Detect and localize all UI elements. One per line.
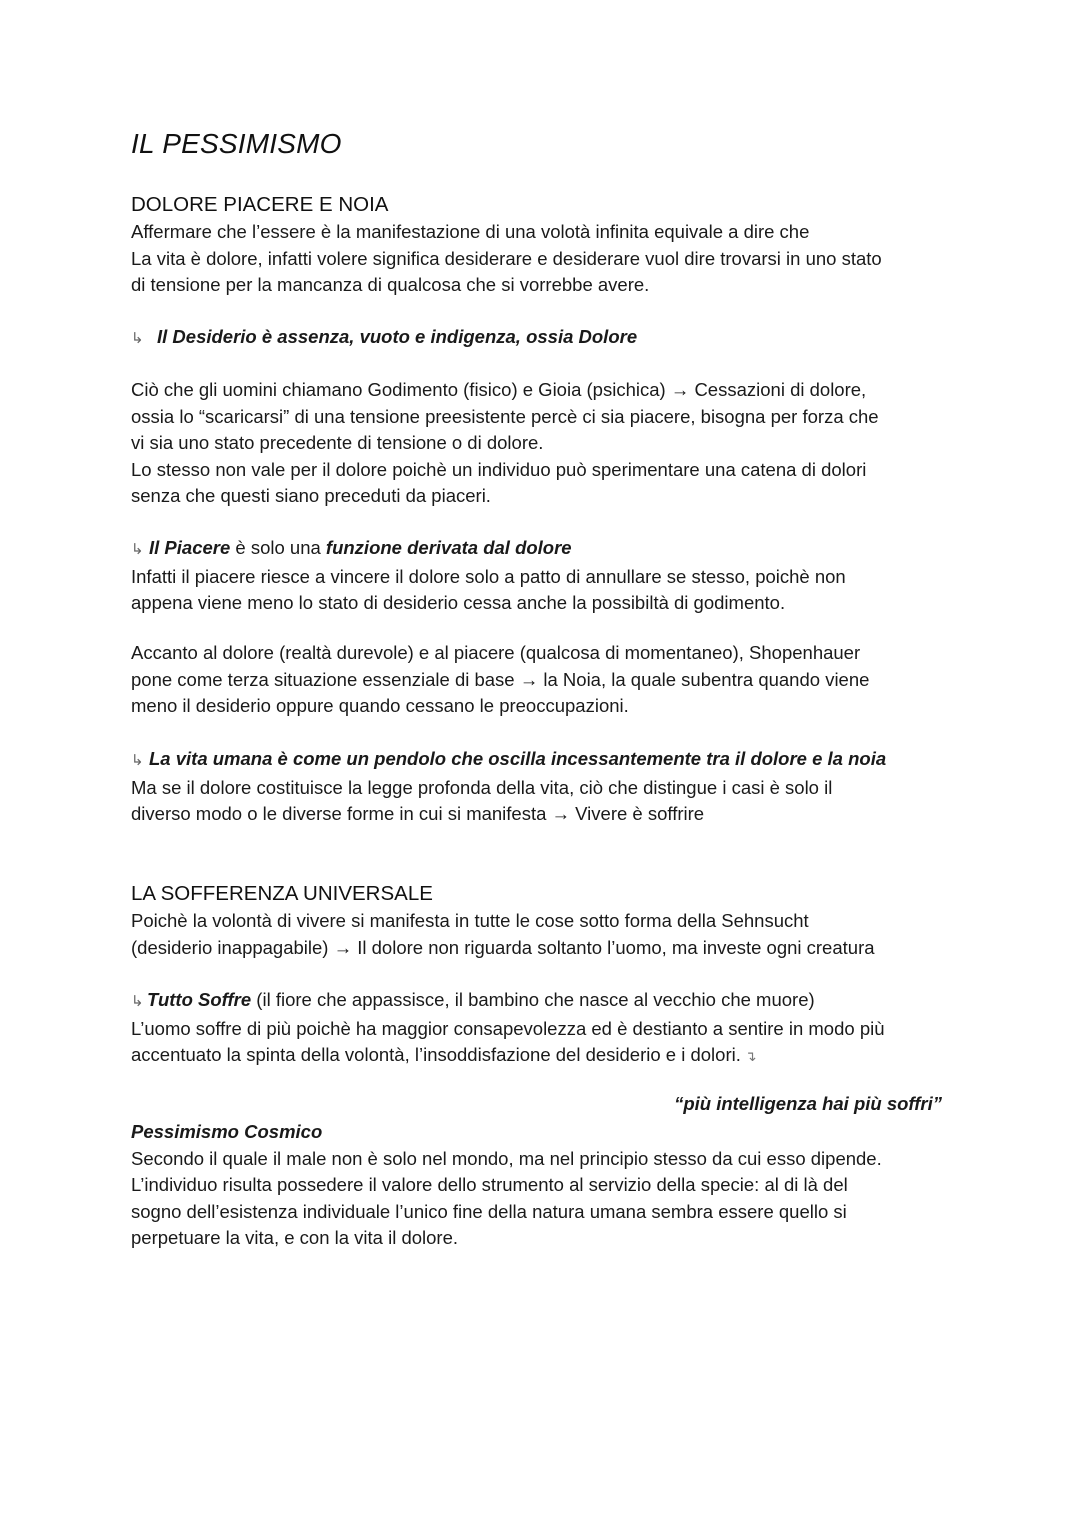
arrow-icon: ↳ — [131, 993, 144, 1010]
arrow-point-tutto-soffre — [131, 987, 885, 1070]
subheading: Pessimismo Cosmico — [131, 1121, 323, 1142]
paragraph-intro — [131, 219, 882, 299]
emphasis-text: Il Piacere — [149, 537, 231, 558]
arrow-icon: ↳ — [131, 330, 144, 347]
text-line: diverso modo o le diverse forme in cui si manifesta → Vivere è soffrire — [131, 803, 705, 824]
text-line: di tensione per la mancanza di qualcosa che si vorrebbe avere. — [131, 274, 650, 295]
text-line: Accanto al dolore (realtà durevole) e al piacere (qualcosa di momentaneo), Shopenhauer — [131, 642, 861, 663]
text-line: (desiderio inappagabile) → Il dolore non riguarda soltanto l’uomo, ma investe ogni creatura — [131, 936, 875, 958]
text-line: perpetuare la vita, e con la vita il dolore. — [131, 1227, 459, 1248]
text-line: senza che questi siano preceduti da piaceri. — [131, 485, 491, 506]
arrow-point-pendolo — [131, 746, 886, 828]
section-heading-sofferenza: LA SOFFERENZA UNIVERSALE — [131, 882, 433, 905]
quote-text: “più intelligenza hai più soffri” — [674, 1093, 942, 1114]
text-line: accentuato la spinta della volontà, l’insoddisfazione del desiderio e i dolori. — [131, 1044, 741, 1065]
text-line: Affermare che l’essere è la manifestazione di una volotà infinita equivale a dire che — [131, 221, 810, 242]
text-line: appena viene meno lo stato di desiderio cessa anche la possibiltà di godimento. — [131, 592, 786, 613]
text-line: vi sia uno stato precedente di tensione o di dolore. — [131, 432, 544, 453]
paragraph-godimento — [131, 377, 879, 510]
arrow-point-desiderio — [131, 324, 637, 353]
emphasis-text: La vita umana è come un pendolo che oscilla incessantemente tra il dolore e la noia — [149, 748, 887, 769]
section-heading-dolore: DOLORE PIACERE E NOIA — [131, 193, 389, 216]
text-line: Infatti il piacere riesce a vincere il dolore solo a patto di annullare se stesso, poichè non — [131, 565, 846, 587]
page-title: IL PESSIMISMO — [131, 128, 342, 159]
emphasis-text: Il Desiderio è assenza, vuoto e indigenza, ossia Dolore — [157, 326, 638, 347]
arrow-point-piacere — [131, 535, 846, 617]
plain-text: (il fiore che appassisce, il bambino che nasce al vecchio che muore) — [251, 989, 815, 1010]
text-line: L’individuo risulta possedere il valore dello strumento al servizio della specie: al di là del — [131, 1174, 848, 1195]
text-line: Poichè la volontà di vivere si manifesta in tutte le cose sotto forma della Sehnsucht — [131, 910, 809, 931]
text-line: L’uomo soffre di più poichè ha maggior consapevolezza ed è destianto a sentire in modo più — [131, 1017, 885, 1039]
paragraph-pessimismo-cosmico — [131, 1119, 882, 1252]
arrow-icon: ↳ — [131, 541, 144, 558]
text-line: sogno dell’esistenza individuale l’unico fine della natura umana sembra essere quello si — [131, 1200, 847, 1222]
text-line: Ma se il dolore costituisce la legge profonda della vita, ciò che distingue i casi è solo il — [131, 776, 833, 798]
paragraph-noia — [131, 640, 869, 720]
text-line: Ciò che gli uomini chiamano Godimento (fisico) e Gioia (psichica) → Cessazioni di dolore, — [131, 379, 867, 400]
return-arrow-icon: ↴ — [744, 1048, 757, 1064]
text-line: Secondo il quale il male non è solo nel mondo, ma nel principio stesso da cui esso dipende. — [131, 1147, 882, 1169]
emphasis-text: funzione derivata dal dolore — [325, 537, 572, 558]
arrow-icon: ↳ — [131, 752, 144, 769]
text-line: La vita è dolore, infatti volere significa desiderare e desiderare vuol dire trovarsi in uno stato — [131, 247, 882, 269]
text-line: meno il desiderio oppure quando cessano le preoccupazioni. — [131, 695, 629, 716]
text-line: pone come terza situazione essenziale di base → la Noia, la quale subentra quando viene — [131, 668, 870, 690]
emphasis-text: Tutto Soffre — [147, 989, 252, 1010]
text-line: Lo stesso non vale per il dolore poichè un individuo può sperimentare una catena di dolori — [131, 458, 867, 480]
text-line: ossia lo “scaricarsi” di una tensione preesistente percè ci sia piacere, bisogna per forza che — [131, 405, 879, 427]
paragraph-sehnsucht — [131, 908, 875, 961]
plain-text: è solo una — [230, 537, 326, 558]
